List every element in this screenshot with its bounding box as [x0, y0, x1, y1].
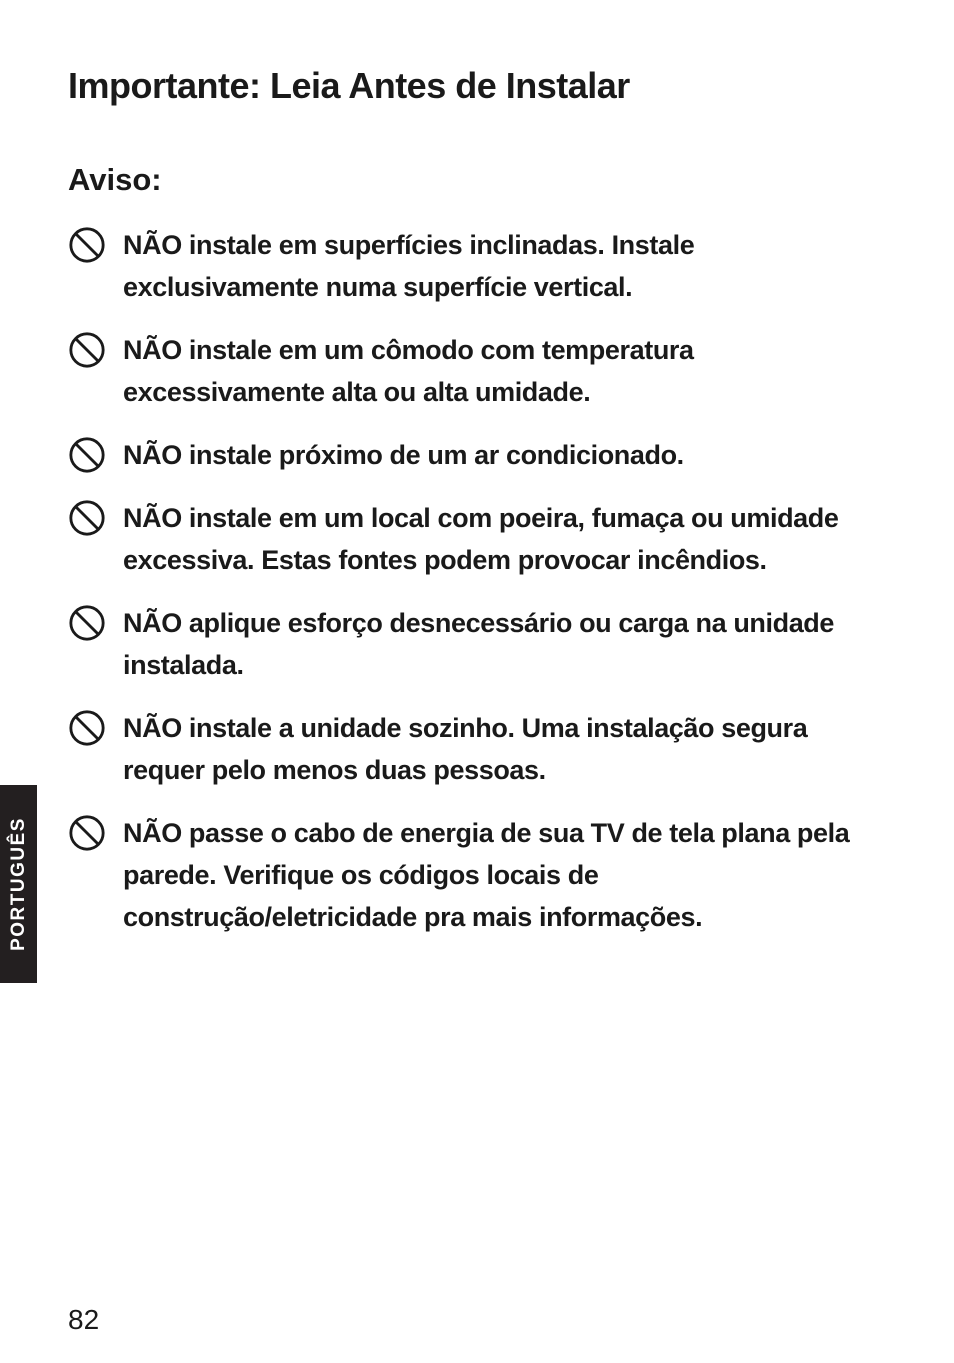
warning-item	[68, 224, 868, 308]
prohibited-icon	[68, 499, 106, 537]
warning-list	[68, 224, 868, 959]
warning-text: NÃO instale em um local com poeira, fumaça ou umidade excessiva. Estas fontes podem provocar incêndios.	[123, 503, 839, 575]
language-tab-label: PORTUGUÊS	[7, 817, 29, 951]
prohibited-icon	[68, 709, 106, 747]
prohibited-icon	[68, 604, 106, 642]
section-heading: Aviso:	[68, 162, 162, 197]
prohibited-icon	[68, 814, 106, 852]
warning-text: NÃO instale a unidade sozinho. Uma instalação segura requer pelo menos duas pessoas.	[123, 713, 808, 785]
warning-text: NÃO instale em superfícies inclinadas. Instale exclusivamente numa superfície vertical.	[123, 230, 695, 302]
prohibited-icon	[68, 331, 106, 369]
warning-item	[68, 707, 868, 791]
language-tab	[0, 785, 37, 983]
warning-text: NÃO aplique esforço desnecessário ou carga na unidade instalada.	[123, 608, 835, 680]
warning-item	[68, 329, 868, 413]
warning-item	[68, 497, 868, 581]
prohibited-icon	[68, 226, 106, 264]
warning-text: NÃO passe o cabo de energia de sua TV de tela plana pela parede. Verifique os códigos locais de construção/eletricidade pra mais informações.	[123, 818, 850, 932]
prohibited-icon	[68, 436, 106, 474]
warning-text: NÃO instale próximo de um ar condicionado.	[123, 440, 684, 470]
warning-item	[68, 812, 868, 938]
page-title: Importante: Leia Antes de Instalar	[68, 65, 630, 106]
page-number: 82	[68, 1304, 100, 1335]
warning-item	[68, 602, 868, 686]
warning-item	[68, 434, 868, 476]
warning-text: NÃO instale em um cômodo com temperatura excessivamente alta ou alta umidade.	[123, 335, 694, 407]
